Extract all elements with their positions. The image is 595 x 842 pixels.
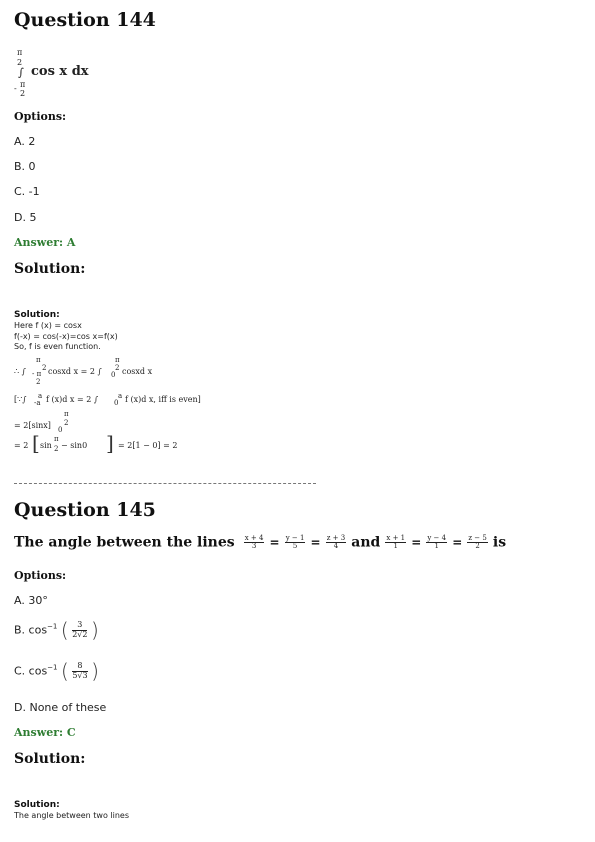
limit-pi: π — [36, 356, 41, 364]
right-bracket: ] — [106, 431, 114, 455]
result: = 2[1 − 0] = 2 — [118, 441, 178, 450]
solution-line: So, f is even function. — [14, 342, 101, 351]
solution-line: Here f (x) = cosx — [14, 321, 82, 330]
therefore-integral: ∴ ∫ — [14, 367, 26, 376]
solution-line: f(-x) = cos(-x)=cos x=f(x) — [14, 332, 118, 341]
question-statement — [14, 532, 506, 556]
question-title: Question 144 — [14, 9, 156, 31]
solution-title: Solution: — [14, 800, 60, 810]
integral-symbol: ∫ — [18, 66, 24, 79]
limit-neg-pi: - π — [32, 370, 42, 378]
option-d: D. 5 — [14, 211, 37, 224]
option-b — [14, 620, 99, 648]
minus-sin0: − sin0 — [61, 441, 88, 450]
sin-text: sin — [40, 441, 52, 450]
integrand: f (x)d x = 2 ∫ — [46, 395, 99, 404]
solution-heading: Solution: — [14, 751, 86, 767]
fraction: $\frac{3}{2√2}$ — [72, 620, 88, 639]
lower-limit-den: 2 — [20, 89, 26, 98]
solution-heading: Solution: — [14, 261, 86, 277]
lower-limit-pi: π — [20, 80, 26, 89]
equals-sign: = — [452, 535, 463, 550]
limit-pi: π — [115, 356, 120, 364]
limit-pi: π — [64, 410, 69, 418]
solution-equation — [14, 356, 214, 392]
fraction: $\frac{x + 4}{3}$ — [244, 533, 264, 550]
option-label: C. cos — [14, 664, 48, 678]
divider — [14, 483, 316, 484]
equals-sign: = — [310, 535, 321, 550]
limit-two: 2 — [42, 364, 47, 372]
limit-two: 2 — [115, 364, 120, 372]
fraction: $\frac{z - 5}{2}$ — [468, 533, 487, 550]
option-b: B. 0 — [14, 160, 36, 173]
options-label: Options: — [14, 569, 67, 582]
option-a: A. 2 — [14, 135, 36, 148]
solution-line: The angle between two lines — [14, 811, 130, 820]
left-paren: ( — [60, 618, 69, 642]
option-superscript: −1 — [47, 622, 58, 631]
integrand: f (x)d x, iff is even] — [125, 395, 201, 404]
limit-zero: 0 — [58, 426, 63, 434]
integrand: cos x dx — [31, 64, 89, 79]
solution-equation — [14, 393, 254, 407]
frac-pi: π — [54, 435, 59, 443]
option-c — [14, 661, 99, 689]
question-title: Question 145 — [14, 499, 156, 521]
sin-bracket: = 2[sinx] — [14, 421, 51, 430]
options-label: Options: — [14, 110, 67, 123]
frac-two: 2 — [54, 445, 59, 453]
equals-sign: = — [269, 535, 280, 550]
limit-two: 2 — [64, 419, 69, 427]
left-bracket: [ — [32, 431, 40, 455]
fraction: $\frac{z + 3}{4}$ — [326, 533, 346, 550]
integrand: cosxd x — [122, 367, 153, 376]
limit-a: a — [118, 392, 123, 400]
left-paren: ( — [61, 659, 69, 683]
solution-title: Solution: — [14, 310, 60, 320]
fraction: $\frac{y - 1}{5}$ — [285, 533, 305, 550]
fraction: $\frac{y - 4}{1}$ — [427, 533, 447, 550]
right-paren: ) — [91, 659, 99, 683]
limit-zero: 0 — [114, 399, 119, 407]
limit-zero: 0 — [111, 371, 116, 379]
equals-sign: = — [411, 535, 422, 550]
statement-suffix: is — [492, 534, 507, 551]
option-d: D. None of these — [14, 701, 107, 714]
equals-two: = 2 — [14, 441, 29, 450]
statement-and: and — [351, 534, 381, 551]
answer-text: Answer: C — [14, 726, 76, 739]
upper-limit-pi: π — [17, 48, 23, 57]
limit-a: a — [38, 392, 43, 400]
right-paren: ) — [90, 618, 99, 642]
option-c: C. -1 — [14, 185, 40, 198]
integrand: cosxd x = 2 ∫ — [48, 367, 102, 376]
limit-two: 2 — [36, 378, 41, 386]
answer-text: Answer: A — [14, 236, 76, 249]
fraction: $\frac{8}{5√3}$ — [72, 661, 88, 680]
fraction: $\frac{x + 1}{1}$ — [386, 533, 406, 550]
option-a: A. 30° — [14, 594, 48, 607]
integral-expression — [14, 48, 134, 100]
option-label: B. cos — [14, 623, 48, 637]
option-superscript: −1 — [47, 663, 58, 672]
lower-limit-sign: - — [14, 84, 17, 93]
because-integral: [∵∫ — [14, 395, 27, 404]
limit-neg-a: -a — [34, 399, 41, 407]
upper-limit-den: 2 — [17, 58, 23, 67]
statement-prefix: The angle between the lines — [14, 534, 235, 551]
solution-equation — [14, 432, 234, 458]
